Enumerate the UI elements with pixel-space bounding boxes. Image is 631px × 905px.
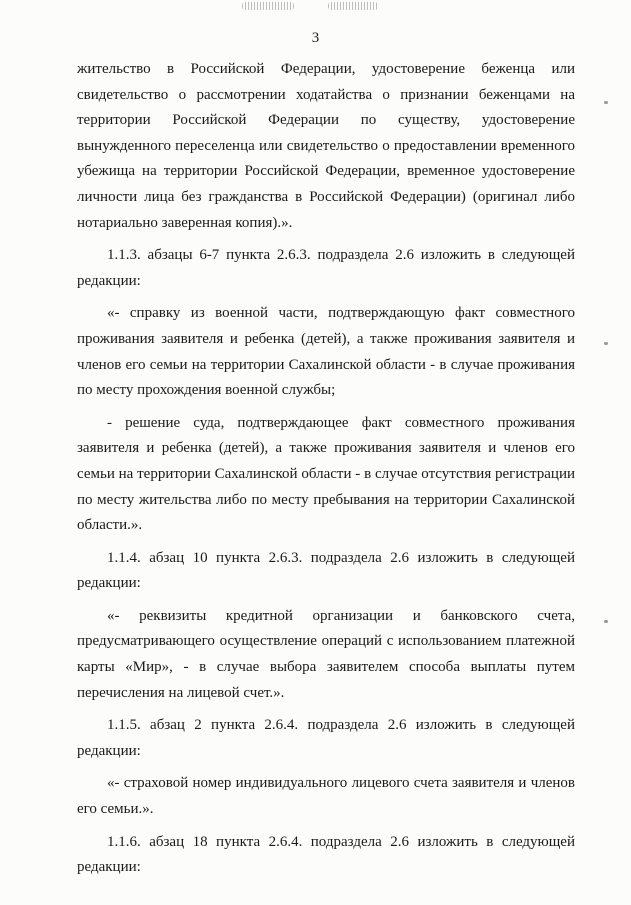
paragraph-continuation: жительство в Российской Федерации, удостоверение беженца или свидетельство о рассмотрении ходатайства о признании беженцами на территории Российской Федерации по существу, удостоверение вынужденного переселенца или свидетельство о предоставлении временного убежища на территории Российской Федерации, временное удостоверение личности лица без гражданства в Российской Федерации) (оригинал либо нотариально заверенная копия).». bbox=[77, 61, 575, 231]
paragraph-quote-bank-details: «- реквизиты кредитной организации и банковского счета, предусматривающего осуществление операций с использованием платежной карты «Мир», - в случае выбора заявителем способа выплаты путем перечисления на лицевой счет.». bbox=[77, 607, 575, 701]
paragraph-quote-insurance-number: «- страховой номер индивидуального лицевого счета заявителя и членов его семьи.». bbox=[77, 775, 575, 818]
paragraph-item-1-1-6: 1.1.6. абзац 18 пункта 2.6.4. подраздела 2.6 изложить в следующей редакции: bbox=[77, 833, 575, 876]
paragraph-item-1-1-3: 1.1.3. абзацы 6-7 пункта 2.6.3. подраздела 2.6 изложить в следующей редакции: bbox=[77, 247, 575, 289]
scan-artifact-left bbox=[242, 2, 294, 10]
document-body bbox=[77, 57, 575, 881]
paragraph-item-1-1-5: 1.1.5. абзац 2 пункта 2.6.4. подраздела 2.6 изложить в следующей редакции: bbox=[77, 717, 575, 759]
scan-dot bbox=[604, 342, 608, 345]
paragraph-court-decision: - решение суда, подтверждающее факт совместного проживания заявителя и ребенка (детей), а также проживания заявителя и членов его семьи на территории Сахалинской области - в случае отсутствия регистрации по месту жительства либо по месту пребывания на территории Сахалинской области.». bbox=[77, 414, 575, 534]
scan-artifact-right bbox=[328, 2, 378, 10]
paragraph-item-1-1-4: 1.1.4. абзац 10 пункта 2.6.3. подраздела 2.6 изложить в следующей редакции: bbox=[77, 549, 575, 592]
scan-dot bbox=[604, 620, 608, 623]
page-number: 3 bbox=[311, 30, 320, 46]
scan-dot bbox=[604, 101, 608, 104]
paragraph-quote-military-certificate: «- справку из военной части, подтверждающую факт совместного проживания заявителя и ребенка (детей), а также проживания заявителя и членов его семьи на территории Сахалинской области - в случае проживания по месту прохождения военной службы; bbox=[77, 305, 575, 399]
